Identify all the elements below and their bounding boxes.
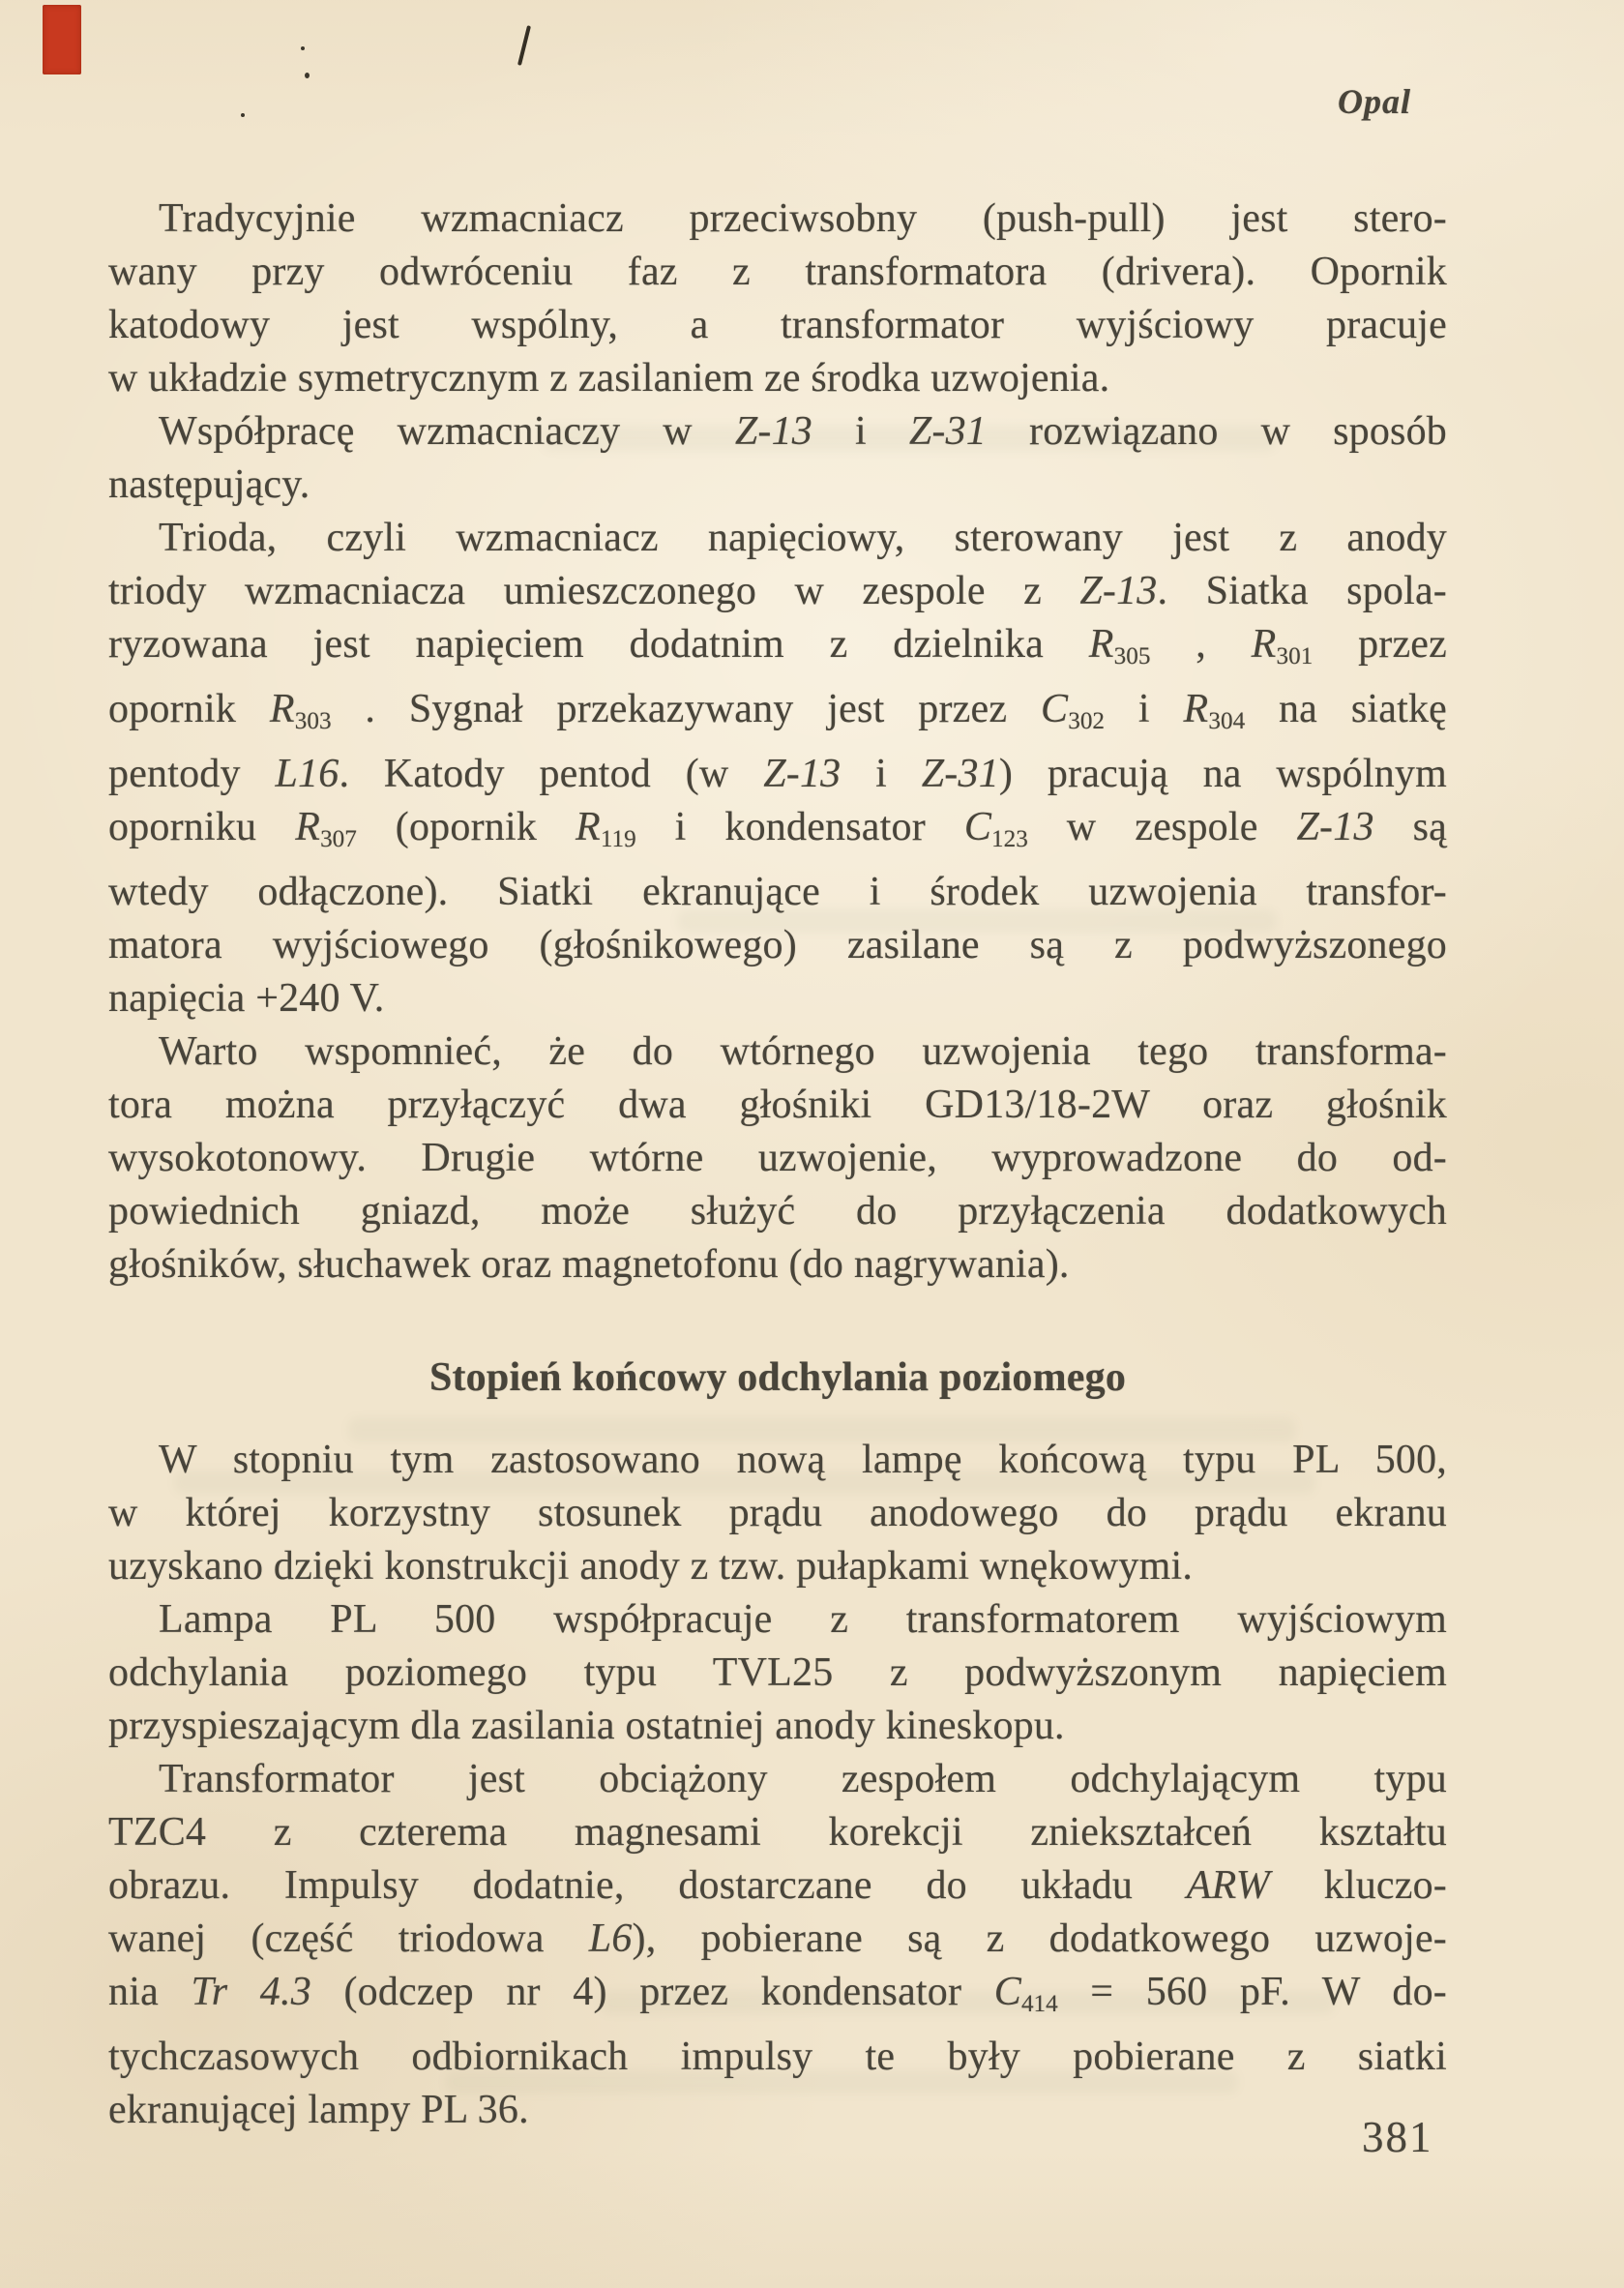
text-run: Warto wspomnieć, że do wtórnego uzwojenia tego transforma- xyxy=(159,1029,1447,1075)
text-line xyxy=(108,2084,1447,2137)
text-line xyxy=(108,2031,1447,2084)
text-run: odchylania poziomego typu TVL25 z podwyższonym napięciem xyxy=(108,1650,1447,1696)
text-line xyxy=(108,683,1447,748)
text-run: i xyxy=(1105,687,1184,732)
text-run: przez xyxy=(1313,622,1447,667)
running-head: Opal xyxy=(1338,82,1411,121)
text-run: na siatkę xyxy=(1245,687,1448,732)
red-corner-mark xyxy=(43,5,81,74)
text-run: i xyxy=(812,409,909,454)
ink-speck xyxy=(301,46,305,50)
text-run: w zespole xyxy=(1027,805,1297,850)
component-subscript: 307 xyxy=(320,826,357,853)
text-line xyxy=(108,1593,1447,1647)
text-run: . Siatka spola- xyxy=(1157,569,1447,613)
paragraph xyxy=(108,1025,1447,1292)
component-subscript: 301 xyxy=(1276,643,1314,670)
text-line xyxy=(108,1753,1447,1806)
text-run: ), pobierane są z dodatkowego uzwoje- xyxy=(632,1917,1447,1962)
text-run: triody wzmacniacza umieszczonego w zespole z xyxy=(108,569,1080,613)
component-symbol: R xyxy=(295,805,321,850)
component-symbol: R xyxy=(1183,687,1209,732)
text-line xyxy=(108,1647,1447,1700)
text-run: następujący. xyxy=(108,462,310,507)
text-run: w której korzystny stosunek prądu anodowego do prądu ekranu xyxy=(108,1491,1447,1536)
text-run: (odczep nr 4) przez kondensator xyxy=(310,1970,994,2015)
component-symbol: L6 xyxy=(588,1917,633,1962)
text-run: wanej (część triodowa xyxy=(108,1917,589,1962)
section-heading: Stopień końcowy odchylania poziomego xyxy=(428,1355,1127,1401)
paragraph xyxy=(108,1753,1447,2137)
section-audio-output-stage xyxy=(108,193,1447,1292)
text-run: obrazu. Impulsy dodatnie, dostarczane do układu xyxy=(108,1863,1187,1909)
text-run: rozwiązano w sposób xyxy=(987,409,1447,454)
text-run: wtedy odłączone). Siatki ekranujące i środek uzwojenia transfor- xyxy=(108,870,1447,915)
ink-speck xyxy=(305,73,310,78)
component-symbol: Z-13 xyxy=(763,752,842,797)
text-line xyxy=(108,565,1447,618)
text-run: Tradycyjnie wzmacniacz przeciwsobny (push-pull) jest stero- xyxy=(159,196,1447,241)
text-line xyxy=(108,801,1447,866)
text-run: tora można przyłączyć dwa głośniki GD13/18-2W oraz głośnik xyxy=(108,1083,1447,1128)
component-symbol: C xyxy=(1041,687,1069,732)
component-subscript: 302 xyxy=(1068,708,1105,735)
component-subscript: 305 xyxy=(1113,643,1151,670)
text-run: nia xyxy=(108,1970,192,2015)
text-run: Lampa PL 500 współpracuje z transformatorem wyjściowym xyxy=(159,1597,1447,1643)
text-run: Trioda, czyli wzmacniacz napięciowy, sterowany jest z anody xyxy=(159,516,1447,560)
text-line xyxy=(108,1913,1447,1966)
text-run: w układzie symetrycznym z zasilaniem ze środka uzwojenia. xyxy=(108,356,1110,401)
text-line xyxy=(108,193,1447,246)
text-line xyxy=(108,1487,1447,1540)
text-line xyxy=(108,299,1447,352)
text-run: pentody xyxy=(108,752,276,797)
text-line xyxy=(108,866,1447,919)
text-line xyxy=(108,1185,1447,1238)
component-symbol: L16 xyxy=(275,752,340,797)
component-subscript: 414 xyxy=(1020,1991,1058,2018)
text-line xyxy=(108,459,1447,512)
component-symbol: R xyxy=(1088,622,1114,667)
text-line xyxy=(108,246,1447,299)
paragraph xyxy=(108,1593,1447,1753)
component-symbol: C xyxy=(963,805,992,850)
component-subscript: 123 xyxy=(991,826,1028,853)
paragraph xyxy=(108,512,1447,1025)
component-symbol: R xyxy=(575,805,601,850)
text-run: wysokotonowy. Drugie wtórne uzwojenie, wyprowadzone do od- xyxy=(108,1136,1447,1181)
paragraph xyxy=(108,405,1447,512)
text-run: oporniku xyxy=(108,805,296,850)
component-symbol: Z-13 xyxy=(734,409,812,454)
component-symbol: Z-13 xyxy=(1296,805,1374,850)
text-run: wany przy odwróceniu faz z transformatora (drivera). Opornik xyxy=(108,250,1447,294)
component-symbol: R xyxy=(269,687,295,732)
text-run: głośników, słuchawek oraz magnetofonu (do nagrywania). xyxy=(108,1242,1070,1288)
text-line xyxy=(108,1806,1447,1859)
text-run: Współpracę wzmacniaczy w xyxy=(159,409,735,454)
paragraph xyxy=(108,193,1447,405)
component-symbol: ARW xyxy=(1186,1863,1270,1909)
text-run: są xyxy=(1373,805,1447,850)
text-run: przyspieszającym dla zasilania ostatniej anody kineskopu. xyxy=(108,1704,1065,1749)
text-line xyxy=(108,1700,1447,1753)
text-line xyxy=(108,1132,1447,1185)
text-line xyxy=(108,1859,1447,1913)
text-run: i kondensator xyxy=(635,805,964,850)
component-subscript: 303 xyxy=(294,708,332,735)
text-line xyxy=(108,1025,1447,1079)
component-subscript: 304 xyxy=(1208,708,1246,735)
text-run: kluczo- xyxy=(1269,1863,1447,1909)
text-line xyxy=(108,618,1447,683)
text-run: , xyxy=(1150,622,1252,667)
text-run: (opornik xyxy=(356,805,576,850)
text-line xyxy=(108,1540,1447,1593)
text-run: i xyxy=(841,752,922,797)
text-run: opornik xyxy=(108,687,270,732)
text-line xyxy=(108,748,1447,801)
text-line xyxy=(108,1434,1447,1487)
ink-speck xyxy=(241,113,245,117)
text-line xyxy=(108,1966,1447,2031)
text-line xyxy=(108,972,1447,1025)
text-run: W stopniu tym zastosowano nową lampę końcową typu PL 500, xyxy=(159,1438,1447,1483)
text-run: ) pracują na wspólnym xyxy=(998,752,1447,797)
text-line xyxy=(108,1079,1447,1132)
text-run: TZC4 z czterema magnesami korekcji zniekształceń kształtu xyxy=(108,1810,1447,1856)
text-run: ekranującej lampy PL 36. xyxy=(108,2088,529,2133)
component-symbol: Z-13 xyxy=(1079,569,1158,613)
text-line xyxy=(108,512,1447,565)
component-symbol: Tr 4.3 xyxy=(191,1970,311,2015)
text-line xyxy=(108,352,1447,405)
component-symbol: R xyxy=(1251,622,1277,667)
component-symbol: C xyxy=(993,1970,1021,2015)
text-run: napięcia +240 V. xyxy=(108,976,385,1022)
text-run: Transformator jest obciążony zespołem odchylającym typu xyxy=(159,1757,1447,1802)
component-symbol: Z-31 xyxy=(921,752,999,797)
text-line xyxy=(108,405,1447,459)
page-content xyxy=(108,193,1447,2137)
text-run: uzyskano dzięki konstrukcji anody z tzw. pułapkami wnękowymi. xyxy=(108,1544,1194,1590)
text-run: matora wyjściowego (głośnikowego) zasilane są z podwyższonego xyxy=(108,923,1447,968)
text-run: . Katody pentod (w xyxy=(339,752,764,797)
pen-slash-mark xyxy=(517,25,531,66)
text-run: . Sygnał przekazywany jest przez xyxy=(331,687,1041,732)
text-run: powiednich gniazd, może służyć do przyłączenia dodatkowych xyxy=(108,1189,1447,1234)
paragraph xyxy=(108,1434,1447,1593)
page-number: 381 xyxy=(1362,2113,1433,2161)
text-run: tychczasowych odbiornikach impulsy te były pobierane z siatki xyxy=(108,2035,1447,2080)
section-horizontal-deflection-stage xyxy=(108,1434,1447,2137)
text-line xyxy=(108,919,1447,972)
text-run: katodowy jest wspólny, a transformator wyjściowy pracuje xyxy=(108,303,1447,347)
text-run: = 560 pF. W do- xyxy=(1057,1970,1447,2015)
component-symbol: Z-31 xyxy=(908,409,988,454)
text-line xyxy=(108,1238,1447,1292)
text-run: ryzowana jest napięciem dodatnim z dzielnika xyxy=(108,622,1089,667)
component-subscript: 119 xyxy=(600,826,636,853)
